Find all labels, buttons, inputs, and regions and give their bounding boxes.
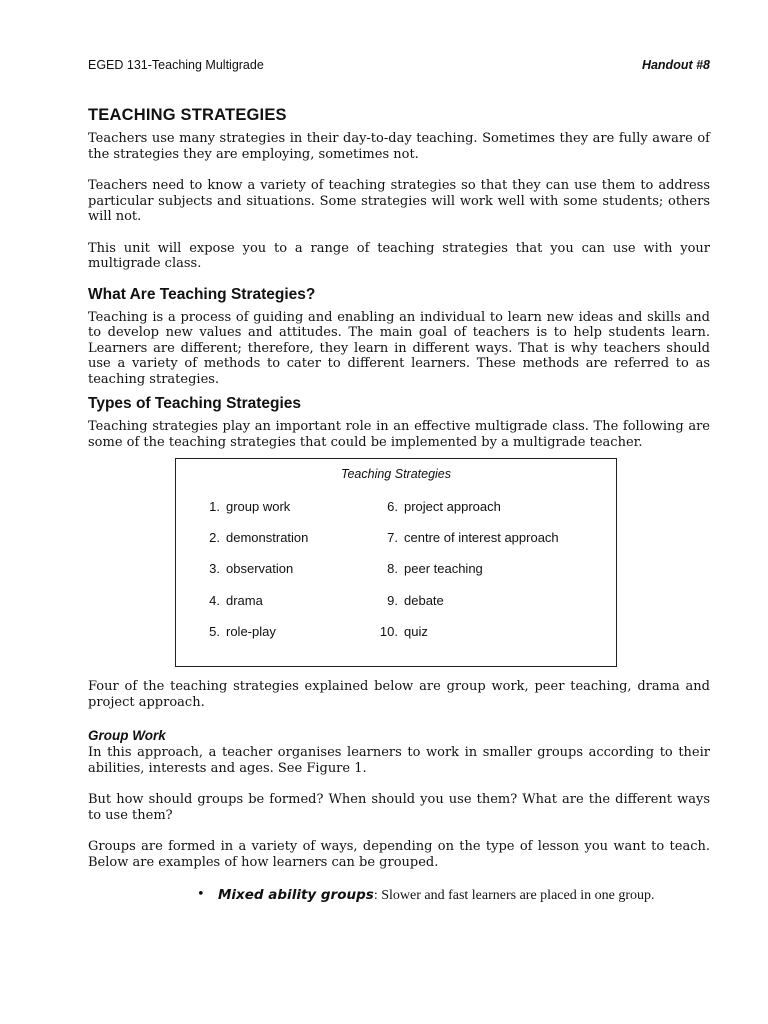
strategy-label: role-play <box>226 624 276 639</box>
strategy-number: 10. <box>379 624 398 639</box>
bullet-description: : Slower and fast learners are placed in one group. <box>373 888 655 903</box>
section-paragraph: Teaching is a process of guiding and enabling an individual to learn new ideas and skills and to develop new values and attitudes. The main goal of teachers is to help students learn. Learners are different; therefore, they learn in different ways. That is why teachers should use a variety of methods to cater to different learners. These methods are referred to as teaching strategies. <box>88 309 710 387</box>
strategy-label: debate <box>404 593 444 608</box>
strategies-box-title: Teaching Strategies <box>340 467 452 481</box>
group-work-paragraph: In this approach, a teacher organises learners to work in smaller groups according to their abilities, interests and ages. See Figure 1. <box>88 745 710 776</box>
strategy-number: 9. <box>387 593 398 608</box>
strategy-item <box>198 530 308 545</box>
bullet-item-mixed-ability <box>197 886 668 905</box>
handout-number: Handout #8 <box>641 58 710 72</box>
strategy-item <box>198 593 263 608</box>
intro-paragraph: Teachers need to know a variety of teaching strategies so that they can use them to address particular subjects and situations. Some strategies will work well with some students; others will not. <box>88 178 710 224</box>
strategy-item <box>198 624 276 639</box>
strategy-item <box>376 499 501 514</box>
intro-section <box>88 131 710 272</box>
page-header <box>88 58 710 78</box>
strategy-item <box>376 593 444 608</box>
strategy-number: 5. <box>209 624 220 639</box>
after-box-paragraph: Four of the teaching strategies explained below are group work, peer teaching, drama and project approach. <box>88 679 710 710</box>
strategy-item <box>198 499 290 514</box>
strategies-box <box>175 458 617 667</box>
strategy-number: 3. <box>209 561 220 576</box>
strategy-number: 8. <box>387 561 398 576</box>
strategy-label: observation <box>226 561 294 576</box>
strategy-label: peer teaching <box>404 561 483 576</box>
strategy-number: 4. <box>209 593 220 608</box>
group-work-paragraph: But how should groups be formed? When should you use them? What are the different ways to use them? <box>88 792 710 823</box>
intro-paragraph: This unit will expose you to a range of teaching strategies that you can use with your multigrade class. <box>88 240 710 271</box>
strategy-number: 7. <box>387 530 398 545</box>
strategy-label: project approach <box>404 499 501 514</box>
strategy-label: quiz <box>404 624 428 639</box>
strategy-label: group work <box>226 499 291 514</box>
bullet-term: Mixed ability groups <box>218 887 374 903</box>
section-heading-types: Types of Teaching Strategies <box>88 395 302 412</box>
document-page <box>88 58 710 905</box>
strategy-item <box>198 561 293 576</box>
strategy-item <box>376 530 559 545</box>
section-paragraph: Teaching strategies play an important role in an effective multigrade class. The following are some of the teaching strategies that could be implemented by a multigrade teacher. <box>88 419 710 450</box>
strategy-label: drama <box>226 593 263 608</box>
bullet-icon: • <box>197 887 205 902</box>
strategy-number: 1. <box>209 499 220 514</box>
strategy-item <box>376 561 483 576</box>
strategy-label: centre of interest approach <box>404 530 559 545</box>
strategy-item <box>376 624 428 639</box>
page-title: TEACHING STRATEGIES <box>88 106 287 124</box>
strategy-label: demonstration <box>226 530 309 545</box>
course-code: EGED 131-Teaching Multigrade <box>88 58 264 72</box>
section-heading-what-are: What Are Teaching Strategies? <box>88 285 316 303</box>
strategy-number: 6. <box>387 499 398 514</box>
group-work-heading: Group Work <box>88 728 166 743</box>
group-work-paragraph: Groups are formed in a variety of ways, depending on the type of lesson you want to teach. Below are examples of how learners can be grouped. <box>88 839 710 870</box>
intro-paragraph: Teachers use many strategies in their day-to-day teaching. Sometimes they are fully aware of the strategies they are employing, sometimes not. <box>88 131 710 162</box>
strategy-number: 2. <box>209 530 220 545</box>
